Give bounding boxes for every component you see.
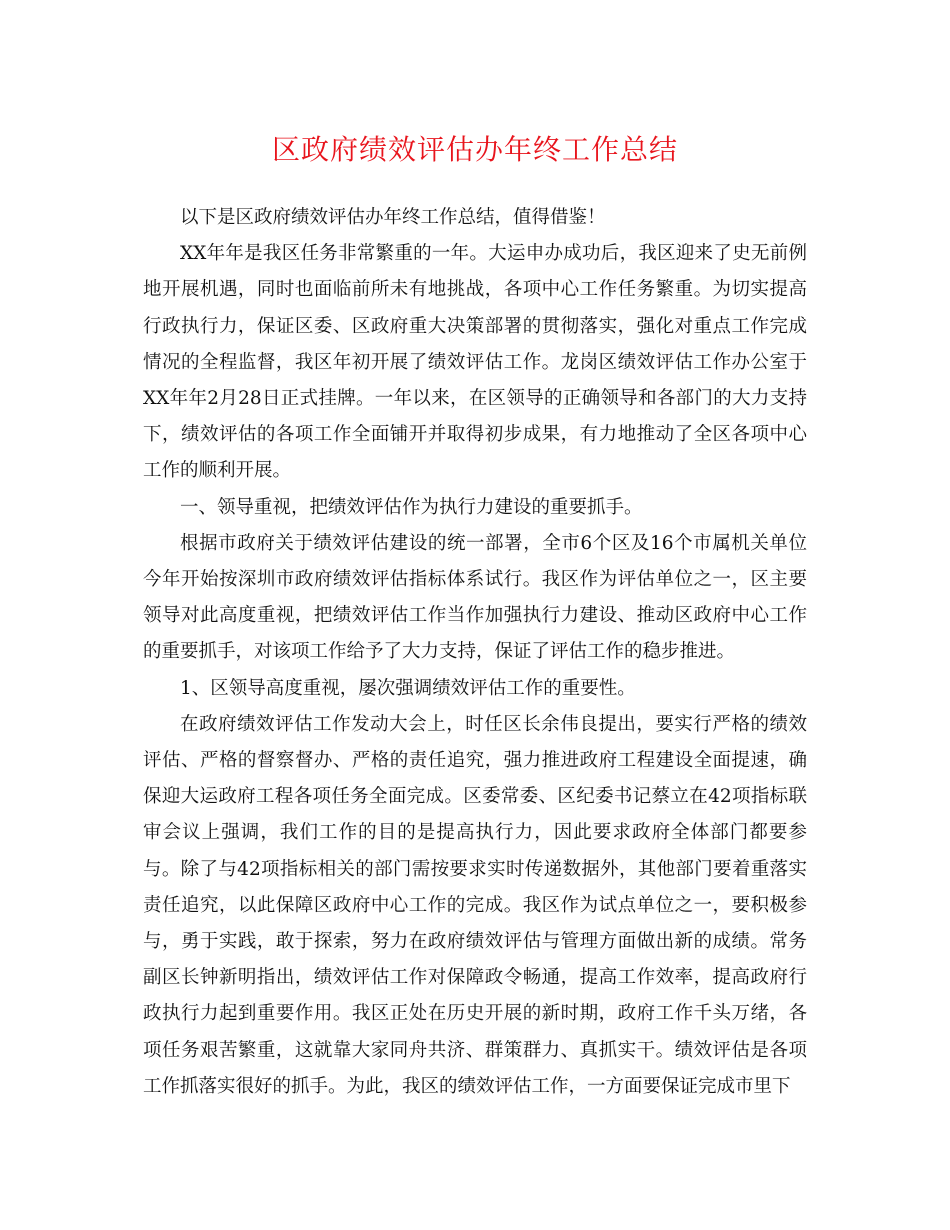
document-body (143, 200, 807, 1105)
paragraph-section-1: 根据市政府关于绩效评估建设的统一部署，全市6个区及16个市属机关单位今年开始按深圳市政府绩效评估指标体系试行。我区作为评估单位之一，区主要领导对此高度重视，把绩效评估工作当作加强执行力建设、推动区政府中心工作的重要抓手，对该项工作给予了大力支持，保证了评估工作的稳步推进。 (143, 532, 807, 663)
subsection-heading-1: 1、区领导高度重视，屡次强调绩效评估工作的重要性。 (180, 677, 636, 699)
section-heading-1: 一、领导重视，把绩效评估作为执行力建设的重要抓手。 (180, 496, 643, 518)
document-title: 区政府绩效评估办年终工作总结 (271, 133, 678, 166)
paragraph-background: XX年年是我区任务非常繁重的一年。大运申办成功后，我区迎来了史无前例地开展机遇，同时也面临前所未有地挑战，各项中心工作任务繁重。为切实提高行政执行力，保证区委、区政府重大决策部署的贯彻落实，强化对重点工作完成情况的全程监督，我区年初开展了绩效评估工作。龙岗区绩效评估工作办公室于XX年年2月28日正式挂牌。一年以来，在区领导的正确领导和各部门的大力支持下，绩效评估的各项工作全面铺开并取得初步成果，有力地推动了全区各项中心工作的顺利开展。 (143, 243, 807, 482)
paragraph-intro: 以下是区政府绩效评估办年终工作总结，值得借鉴！ (180, 207, 606, 228)
paragraph-subsection-1: 在政府绩效评估工作发动大会上，时任区长余伟良提出，要实行严格的绩效评估、严格的督察督办、严格的责任追究，强力推进政府工程建设全面提速，确保迎大运政府工程各项任务全面完成。区委常委、区纪委书记蔡立在42项指标联审会议上强调，我们工作的目的是提高执行力，因此要求政府全体部门都要参与。除了与42项指标相关的部门需按要求实时传递数据外，其他部门要着重落实责任追究，以此保障区政府中心工作的完成。我区作为试点单位之一，要积极参与，勇于实践，敢于探索，努力在政府绩效评估与管理方面做出新的成绩。常务副区长钟新明指出，绩效评估工作对保障政令畅通，提高工作效率，提高政府行政执行力起到重要作用。我区正处在历史开展的新时期，政府工作千头万绪，各项任务艰苦繁重，这就靠大家同舟共济、群策群力、真抓实干。绩效评估是各项工作抓落实很好的抓手。为此，我区的绩效评估工作，一方面要保证完成市里下 (143, 713, 807, 1097)
